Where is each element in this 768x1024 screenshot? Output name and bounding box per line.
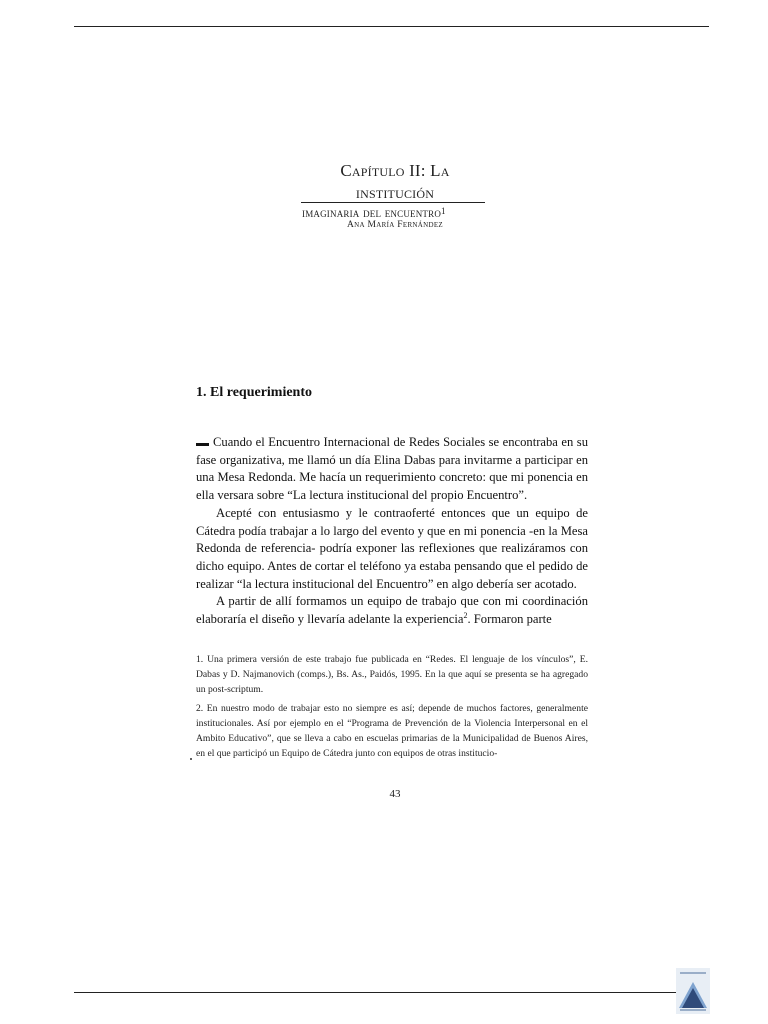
paragraph-1-text: Cuando el Encuentro Internacional de Redes Sociales se encontraba en su fase organizativa, me llamó un día Elina Dabas para invitarme a participar en una Mesa Redonda. Me hacía un requerimiento concreto: que mi ponencia en ella versara sobre “La lectura institucional del propio Encuentro”. xyxy=(196,435,588,503)
paragraph-3 xyxy=(196,593,588,628)
bottom-rule xyxy=(74,992,709,993)
paragraph-1 xyxy=(196,434,588,505)
section-heading: 1. El requerimiento xyxy=(196,385,313,400)
footnote-1: 1. Una primera versión de este trabajo fue publicada en “Redes. El lenguaje de los vínculos”, E. Dabas y D. Najmanovich (comps.), Bs. As., Paidós, 1995. En la que aquí se presenta se ha agregado un post-scriptum. xyxy=(196,654,588,695)
author-name: Ana María Fernández xyxy=(347,220,443,230)
footnotes xyxy=(196,652,588,765)
footnote-ref-2: 2 xyxy=(463,610,468,620)
logo-top-band xyxy=(680,972,706,974)
body-text xyxy=(196,434,588,629)
top-rule xyxy=(74,26,709,27)
chapter-title xyxy=(300,160,490,222)
footnote-2: 2. En nuestro modo de trabajar esto no siempre es así; depende de muchos factores, generalmente institucionales. Así por ejemplo en el “Programa de Prevención de la Violencia Interpersonal en el Ambito Educativo”, que se lleva a cabo en escuelas primarias de la Municipalidad de Buenos Aires, en el que participó un Equipo de Cátedra junto con equipos de otras institucio- xyxy=(196,703,588,759)
title-footnote-ref: 1 xyxy=(441,206,446,216)
chapter-title-line1: Capítulo II: La institución xyxy=(340,161,450,202)
logo-bottom-band xyxy=(680,1009,706,1011)
mountain-logo-icon xyxy=(676,968,710,1014)
dash-mark xyxy=(196,443,209,446)
stray-dot xyxy=(190,758,192,760)
paragraph-3-text: A partir de allí formamos un equipo de trabajo que con mi coordinación elaboraría el diseño y llevaría adelante la experiencia xyxy=(196,594,588,627)
chapter-title-line2-text: imaginaria del encuentro xyxy=(302,205,442,220)
paragraph-3-tail: . Formaron parte xyxy=(467,612,552,627)
paragraph-2: Acepté con entusiasmo y le contraoferté entonces que un equipo de Cátedra podía trabajar a lo largo del evento y que en mi ponencia -en la Mesa Redonda de referencia- podría exponer las reflexiones que realizáramos con dicho equipo. Antes de cortar el teléfono ya estaba pensando que el pedido de realizar “la lectura institucional del Encuentro” en algo debería ser acotado. xyxy=(196,505,588,591)
page-number: 43 xyxy=(389,788,401,800)
title-underline xyxy=(301,202,485,203)
